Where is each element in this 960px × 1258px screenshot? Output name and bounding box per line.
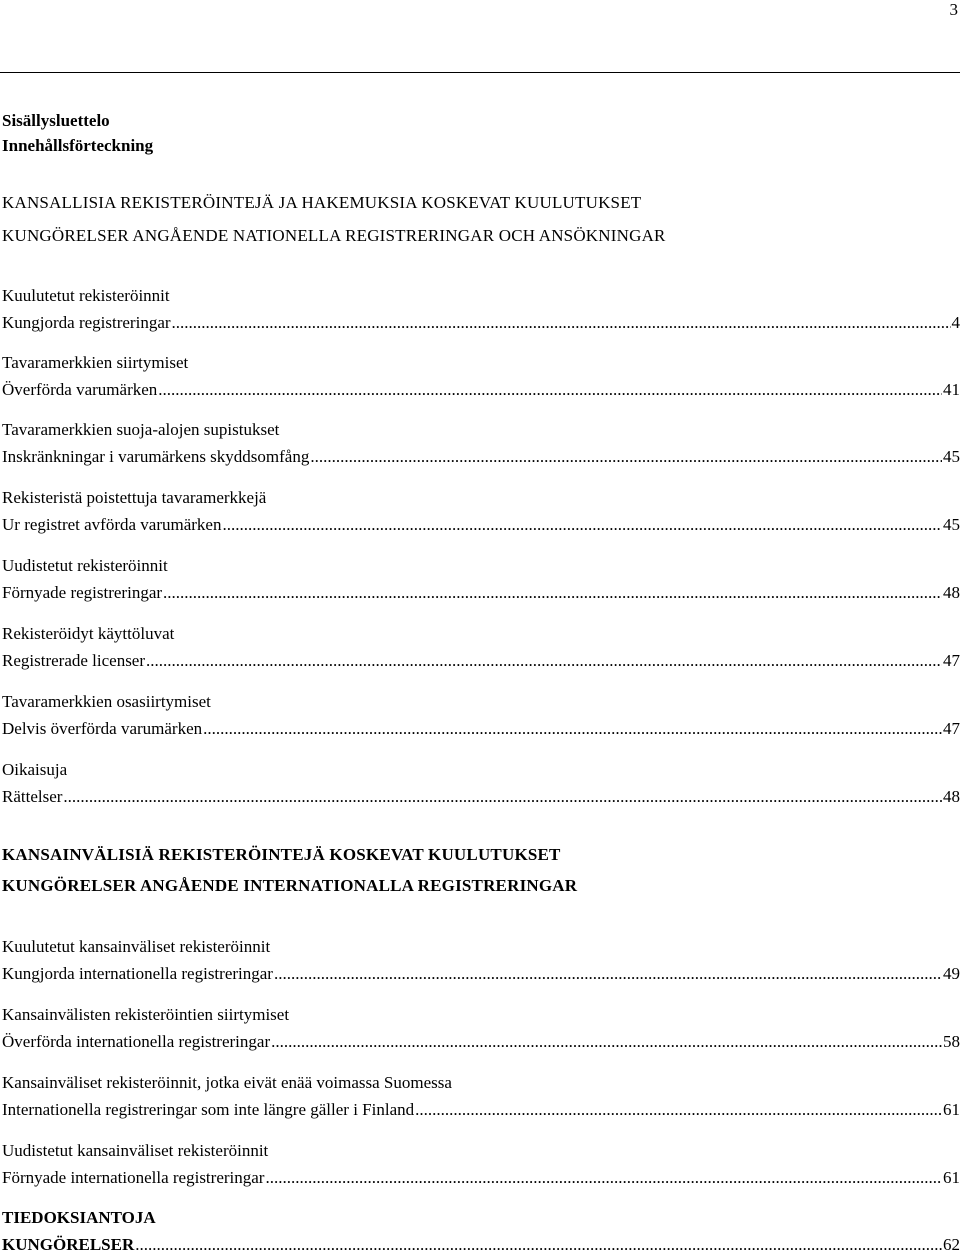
- toc-entry-sv: Kungjorda registreringar: [2, 309, 171, 336]
- national-heading-sv: KUNGÖRELSER ANGÅENDE NATIONELLA REGISTRERINGAR OCH ANSÖKNINGAR: [2, 221, 666, 251]
- dot-leader: [172, 309, 951, 336]
- toc-entry[interactable]: [2, 933, 960, 987]
- toc-entry-fi: Tavaramerkkien siirtymiset: [2, 349, 960, 376]
- toc-page-number: 49: [943, 960, 960, 987]
- toc-page-number: 41: [943, 376, 960, 403]
- toc-entry[interactable]: [2, 552, 960, 606]
- toc-entry[interactable]: [2, 349, 960, 403]
- toc-entry-fi: Kuulutetut kansainväliset rekisteröinnit: [2, 933, 960, 960]
- dot-leader: [163, 579, 942, 606]
- page-number: 3: [950, 0, 959, 20]
- toc-page-number: 61: [943, 1096, 960, 1123]
- toc-entry-fi: Rekisteröidyt käyttöluvat: [2, 620, 960, 647]
- dot-leader: [265, 1164, 942, 1191]
- dot-leader: [63, 783, 942, 810]
- toc-entry[interactable]: [2, 484, 960, 538]
- dot-leader: [158, 376, 942, 403]
- toc-entry-fi: TIEDOKSIANTOJA: [2, 1204, 960, 1231]
- toc-entry-fi: Kansainvälisten rekisteröintien siirtymiset: [2, 1001, 960, 1028]
- toc-page-number: 45: [943, 511, 960, 538]
- toc-entry-sv: Överförda varumärken: [2, 376, 157, 403]
- toc-page-number: 61: [943, 1164, 960, 1191]
- toc-title-fi: Sisällysluettelo: [2, 108, 153, 133]
- toc-entry-sv: Delvis överförda varumärken: [2, 715, 202, 742]
- header-rule: [0, 72, 960, 73]
- toc-page-number: 45: [943, 443, 960, 470]
- toc-entry[interactable]: [2, 282, 960, 336]
- dot-leader: [274, 960, 942, 987]
- toc-entry-sv: KUNGÖRELSER: [2, 1231, 134, 1258]
- toc-page-number: 48: [943, 783, 960, 810]
- dot-leader: [135, 1231, 942, 1258]
- toc-entry-sv: Ur registret avförda varumärken: [2, 511, 221, 538]
- toc-entry-fi: Uudistetut kansainväliset rekisteröinnit: [2, 1137, 960, 1164]
- toc-entry-notices[interactable]: [2, 1204, 960, 1258]
- toc-entry-fi: Kuulutetut rekisteröinnit: [2, 282, 960, 309]
- national-heading-fi: KANSALLISIA REKISTERÖINTEJÄ JA HAKEMUKSIA KOSKEVAT KUULUTUKSET: [2, 188, 641, 218]
- toc-entry-sv: Kungjorda internationella registreringar: [2, 960, 273, 987]
- toc-page-number: 58: [943, 1028, 960, 1055]
- toc-entry-sv: Överförda internationella registreringar: [2, 1028, 270, 1055]
- dot-leader: [146, 647, 942, 674]
- toc-entry-sv: Registrerade licenser: [2, 647, 145, 674]
- toc-page-number: 62: [943, 1231, 960, 1258]
- dot-leader: [415, 1096, 942, 1123]
- toc-page-number: 48: [943, 579, 960, 606]
- toc-entry[interactable]: [2, 688, 960, 742]
- toc-titles: [2, 108, 153, 158]
- dot-leader: [203, 715, 942, 742]
- toc-page-number: 47: [943, 647, 960, 674]
- toc-entry[interactable]: [2, 1001, 960, 1055]
- toc-entry-sv: Inskränkningar i varumärkens skyddsomfång: [2, 443, 309, 470]
- toc-entry-sv: Internationella registreringar som inte längre gäller i Finland: [2, 1096, 414, 1123]
- dot-leader: [222, 511, 942, 538]
- toc-entry-sv: Förnyade registreringar: [2, 579, 162, 606]
- toc-entry-sv: Rättelser: [2, 783, 62, 810]
- toc-entry-fi: Tavaramerkkien suoja-alojen supistukset: [2, 416, 960, 443]
- toc-entry-fi: Oikaisuja: [2, 756, 960, 783]
- toc-entry[interactable]: [2, 416, 960, 470]
- dot-leader: [271, 1028, 942, 1055]
- toc-entry-sv: Förnyade internationella registreringar: [2, 1164, 264, 1191]
- toc-entry-fi: Kansainväliset rekisteröinnit, jotka eivät enää voimassa Suomessa: [2, 1069, 960, 1096]
- toc-title-sv: Innehållsförteckning: [2, 133, 153, 158]
- toc-entry[interactable]: [2, 756, 960, 810]
- toc-entry[interactable]: [2, 620, 960, 674]
- toc-entry-fi: Uudistetut rekisteröinnit: [2, 552, 960, 579]
- international-heading-fi: KANSAINVÄLISIÄ REKISTERÖINTEJÄ KOSKEVAT KUULUTUKSET: [2, 840, 561, 870]
- dot-leader: [310, 443, 942, 470]
- toc-page-number: 47: [943, 715, 960, 742]
- toc-entry[interactable]: [2, 1137, 960, 1191]
- toc-page-number: 4: [952, 309, 960, 336]
- toc-entry[interactable]: [2, 1069, 960, 1123]
- toc-entry-fi: Rekisteristä poistettuja tavaramerkkejä: [2, 484, 960, 511]
- international-heading-sv: KUNGÖRELSER ANGÅENDE INTERNATIONALLA REGISTRERINGAR: [2, 871, 577, 901]
- toc-entry-fi: Tavaramerkkien osasiirtymiset: [2, 688, 960, 715]
